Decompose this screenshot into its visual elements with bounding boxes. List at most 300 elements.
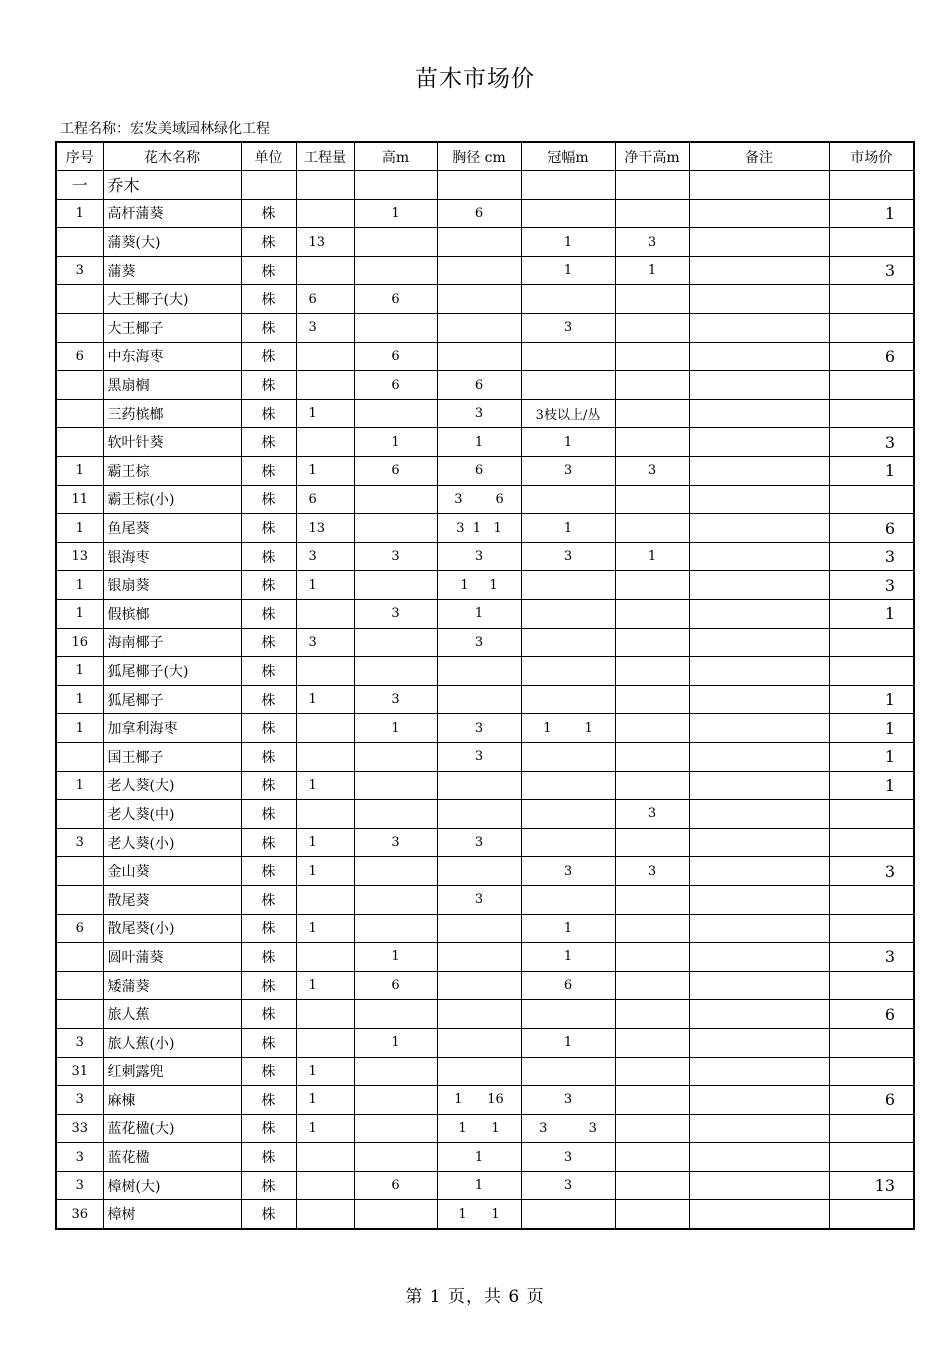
cell-dbh [437,1000,521,1029]
table-row [56,342,914,371]
cell-height: 6 [354,371,437,400]
cell-seq [56,943,103,972]
cell-price: 1 [829,714,914,743]
cell-trunk [615,485,689,514]
cell-qty [296,171,354,200]
cell-qty [296,1028,354,1057]
cell-seq [56,314,103,343]
cell-seq: 3 [56,1028,103,1057]
cell-price: 13 [829,1171,914,1200]
cell-name: 大王椰子 [103,314,241,343]
cell-price: 1 [829,457,914,486]
cell-name: 高杆蒲葵 [103,199,241,228]
cell-qty [296,742,354,771]
cell-qty: 1 [296,771,354,800]
cell-qty [296,371,354,400]
cell-qty [296,1200,354,1229]
price-table [55,141,915,1230]
cell-qty: 1 [296,1086,354,1115]
cell-unit: 株 [241,685,296,714]
cell-price [829,228,914,257]
table-row [56,657,914,686]
cell-name: 散尾葵 [103,885,241,914]
cell-price [829,971,914,1000]
cell-crown [521,342,615,371]
cell-seq: 1 [56,685,103,714]
cell-trunk [615,714,689,743]
cell-qty [296,1000,354,1029]
cell-crown: 1 [521,914,615,943]
cell-name: 加拿利海枣 [103,714,241,743]
cell-dbh: 1 [437,600,521,629]
cell-name: 软叶针葵 [103,428,241,457]
cell-price: 1 [829,600,914,629]
cell-trunk [615,171,689,200]
cell-dbh: 1 [437,1143,521,1172]
cell-price [829,800,914,829]
cell-price: 3 [829,943,914,972]
cell-dbh: 3 1 1 [437,514,521,543]
cell-qty: 6 [296,485,354,514]
cell-name: 霸王棕 [103,457,241,486]
cell-seq [56,1000,103,1029]
cell-height: 1 [354,1028,437,1057]
cell-height: 1 [354,428,437,457]
cell-trunk: 3 [615,800,689,829]
cell-unit: 株 [241,600,296,629]
cell-dbh: 1 [437,428,521,457]
cell-height [354,1143,437,1172]
table-row [56,399,914,428]
table-row [56,428,914,457]
cell-qty [296,600,354,629]
cell-note [689,228,829,257]
cell-trunk [615,742,689,771]
cell-unit: 株 [241,485,296,514]
cell-trunk [615,885,689,914]
cell-trunk [615,1200,689,1229]
cell-crown: 3 [521,314,615,343]
cell-height: 3 [354,600,437,629]
cell-crown [521,800,615,829]
page-footer: 第 1 页，共 6 页 [405,1287,545,1307]
cell-price: 1 [829,685,914,714]
cell-qty: 1 [296,399,354,428]
cell-qty [296,428,354,457]
cell-note [689,800,829,829]
cell-unit: 株 [241,885,296,914]
cell-name: 蓝花楹 [103,1143,241,1172]
cell-unit: 株 [241,571,296,600]
cell-name: 旅人蕉 [103,1000,241,1029]
cell-crown: 1 [521,514,615,543]
cell-name: 国王椰子 [103,742,241,771]
cell-height [354,771,437,800]
cell-crown [521,1200,615,1229]
cell-crown: 1 [521,228,615,257]
cell-seq [56,885,103,914]
cell-unit [241,171,296,200]
cell-dbh [437,256,521,285]
cell-trunk: 3 [615,228,689,257]
cell-note [689,514,829,543]
cell-qty: 6 [296,285,354,314]
table-row [56,800,914,829]
cell-dbh [437,914,521,943]
cell-trunk [615,943,689,972]
cell-unit: 株 [241,342,296,371]
cell-note [689,914,829,943]
cell-seq [56,742,103,771]
cell-qty: 13 [296,514,354,543]
cell-unit: 株 [241,857,296,886]
cell-trunk [615,1143,689,1172]
cell-crown [521,1057,615,1086]
header-trunk: 净干高m [615,142,689,171]
cell-height: 3 [354,542,437,571]
cell-crown [521,885,615,914]
table-row [56,943,914,972]
cell-height: 3 [354,685,437,714]
cell-qty: 1 [296,1057,354,1086]
cell-crown [521,657,615,686]
table-row [56,1171,914,1200]
cell-crown [521,199,615,228]
cell-seq [56,399,103,428]
cell-name: 圆叶蒲葵 [103,943,241,972]
cell-seq: 3 [56,1171,103,1200]
cell-height: 6 [354,457,437,486]
cell-trunk [615,628,689,657]
cell-trunk [615,342,689,371]
cell-qty [296,885,354,914]
cell-price [829,1028,914,1057]
table-row [56,514,914,543]
cell-qty [296,800,354,829]
cell-dbh: 6 [437,199,521,228]
cell-crown: 1 [521,428,615,457]
cell-dbh: 1 [437,1171,521,1200]
cell-note [689,399,829,428]
cell-note [689,628,829,657]
cell-trunk [615,1000,689,1029]
cell-trunk [615,199,689,228]
cell-trunk [615,1028,689,1057]
cell-note [689,885,829,914]
cell-crown: 3 [521,1143,615,1172]
cell-price: 6 [829,1000,914,1029]
cell-height [354,657,437,686]
cell-qty [296,256,354,285]
cell-price: 3 [829,542,914,571]
cell-crown [521,171,615,200]
table-row [56,171,914,200]
cell-seq: 3 [56,828,103,857]
cell-dbh: 1 1 [437,1200,521,1229]
table-row [56,542,914,571]
cell-dbh [437,171,521,200]
cell-unit: 株 [241,943,296,972]
cell-trunk: 3 [615,457,689,486]
cell-height [354,1086,437,1115]
cell-price [829,171,914,200]
cell-dbh [437,228,521,257]
cell-height [354,800,437,829]
cell-height [354,1057,437,1086]
cell-note [689,600,829,629]
cell-qty: 1 [296,1114,354,1143]
table-row [56,914,914,943]
cell-height [354,1114,437,1143]
cell-seq: 3 [56,1086,103,1115]
cell-dbh [437,857,521,886]
cell-name: 三药槟榔 [103,399,241,428]
cell-trunk [615,600,689,629]
cell-price: 1 [829,771,914,800]
cell-price [829,628,914,657]
table-row [56,485,914,514]
cell-dbh [437,771,521,800]
cell-unit: 株 [241,657,296,686]
cell-unit: 株 [241,457,296,486]
cell-seq: 13 [56,542,103,571]
cell-unit: 株 [241,1143,296,1172]
cell-seq [56,971,103,1000]
cell-qty [296,1171,354,1200]
cell-crown [521,571,615,600]
cell-name: 矮蒲葵 [103,971,241,1000]
cell-note [689,542,829,571]
cell-note [689,714,829,743]
cell-name: 狐尾椰子 [103,685,241,714]
cell-name: 金山葵 [103,857,241,886]
cell-note [689,314,829,343]
cell-trunk [615,1171,689,1200]
cell-price [829,399,914,428]
cell-trunk [615,371,689,400]
cell-unit: 株 [241,1028,296,1057]
cell-dbh: 3 [437,399,521,428]
table-row [56,1057,914,1086]
cell-qty [296,657,354,686]
cell-crown [521,828,615,857]
cell-unit: 株 [241,800,296,829]
cell-note [689,1114,829,1143]
cell-name: 霸王棕(小) [103,485,241,514]
cell-height: 6 [354,285,437,314]
cell-dbh: 3 [437,714,521,743]
cell-note [689,342,829,371]
cell-note [689,1000,829,1029]
cell-unit: 株 [241,399,296,428]
cell-seq [56,228,103,257]
cell-crown [521,771,615,800]
cell-height [354,514,437,543]
cell-trunk [615,685,689,714]
cell-trunk [615,1114,689,1143]
cell-note [689,256,829,285]
table-row [56,771,914,800]
cell-dbh [437,800,521,829]
cell-note [689,828,829,857]
cell-crown [521,628,615,657]
cell-unit: 株 [241,256,296,285]
cell-trunk [615,428,689,457]
cell-qty: 1 [296,457,354,486]
cell-unit: 株 [241,1114,296,1143]
cell-note [689,199,829,228]
cell-dbh [437,943,521,972]
cell-name: 海南椰子 [103,628,241,657]
cell-price: 3 [829,428,914,457]
cell-note [689,857,829,886]
cell-seq [56,857,103,886]
table-row [56,1143,914,1172]
cell-crown: 1 [521,256,615,285]
cell-height [354,485,437,514]
cell-dbh: 3 [437,628,521,657]
table-row [56,285,914,314]
cell-seq [56,428,103,457]
cell-name: 狐尾椰子(大) [103,657,241,686]
cell-dbh [437,971,521,1000]
cell-unit: 株 [241,371,296,400]
cell-seq: 1 [56,571,103,600]
table-row [56,685,914,714]
cell-height [354,885,437,914]
cell-seq: 1 [56,714,103,743]
cell-unit: 株 [241,314,296,343]
cell-note [689,371,829,400]
cell-trunk [615,399,689,428]
table-row [56,857,914,886]
cell-height [354,742,437,771]
cell-note [689,943,829,972]
cell-price [829,885,914,914]
cell-seq: 一 [56,171,103,200]
cell-seq: 1 [56,514,103,543]
cell-dbh [437,1028,521,1057]
cell-name: 红刺露兜 [103,1057,241,1086]
cell-note [689,771,829,800]
table-row [56,714,914,743]
cell-unit: 株 [241,971,296,1000]
cell-trunk: 1 [615,542,689,571]
header-seq: 序号 [56,142,103,171]
cell-note [689,971,829,1000]
cell-unit: 株 [241,228,296,257]
cell-dbh [437,285,521,314]
cell-trunk [615,1086,689,1115]
cell-seq: 1 [56,457,103,486]
cell-qty: 1 [296,971,354,1000]
table-row [56,971,914,1000]
cell-name: 旅人蕉(小) [103,1028,241,1057]
table-row [56,457,914,486]
cell-qty: 13 [296,228,354,257]
cell-seq: 3 [56,1143,103,1172]
cell-seq: 36 [56,1200,103,1229]
table-row [56,1086,914,1115]
cell-crown: 1 [521,943,615,972]
cell-note [689,1200,829,1229]
cell-crown [521,371,615,400]
cell-price: 6 [829,514,914,543]
cell-name: 樟树(大) [103,1171,241,1200]
cell-name: 老人葵(中) [103,800,241,829]
table-row [56,628,914,657]
cell-note [689,485,829,514]
cell-height [354,171,437,200]
cell-trunk [615,285,689,314]
cell-name: 老人葵(小) [103,828,241,857]
header-crown: 冠幅m [521,142,615,171]
cell-height: 6 [354,971,437,1000]
cell-trunk [615,314,689,343]
cell-crown [521,1000,615,1029]
page-title: 苗木市场价 [415,66,535,92]
cell-unit: 株 [241,1057,296,1086]
cell-note [689,657,829,686]
cell-name: 散尾葵(小) [103,914,241,943]
table-row [56,314,914,343]
header-unit: 单位 [241,142,296,171]
cell-qty [296,714,354,743]
cell-qty [296,943,354,972]
cell-name: 黑扇榈 [103,371,241,400]
cell-height: 3 [354,828,437,857]
cell-height: 1 [354,943,437,972]
cell-dbh: 1 1 [437,571,521,600]
cell-height [354,914,437,943]
cell-trunk [615,771,689,800]
cell-qty [296,199,354,228]
cell-dbh: 3 [437,542,521,571]
table-row [56,885,914,914]
cell-crown: 6 [521,971,615,1000]
cell-seq: 1 [56,600,103,629]
header-qty: 工程量 [296,142,354,171]
cell-price [829,485,914,514]
cell-price [829,314,914,343]
cell-qty [296,1143,354,1172]
table-header-row [56,142,914,171]
cell-height [354,857,437,886]
header-price: 市场价 [829,142,914,171]
cell-crown [521,685,615,714]
header-name: 花木名称 [103,142,241,171]
header-dbh: 胸径 cm [437,142,521,171]
cell-dbh: 6 [437,371,521,400]
cell-crown: 3 [521,857,615,886]
header-note: 备注 [689,142,829,171]
cell-crown: 3 [521,542,615,571]
cell-unit: 株 [241,428,296,457]
cell-crown: 3枝以上/丛 [521,399,615,428]
table-row [56,742,914,771]
cell-seq: 1 [56,199,103,228]
cell-unit: 株 [241,199,296,228]
cell-dbh [437,314,521,343]
cell-price [829,1057,914,1086]
table-body [56,171,914,1229]
cell-dbh: 1 1 [437,1114,521,1143]
cell-trunk: 3 [615,857,689,886]
cell-height [354,399,437,428]
cell-seq: 31 [56,1057,103,1086]
cell-price [829,285,914,314]
cell-price: 3 [829,571,914,600]
